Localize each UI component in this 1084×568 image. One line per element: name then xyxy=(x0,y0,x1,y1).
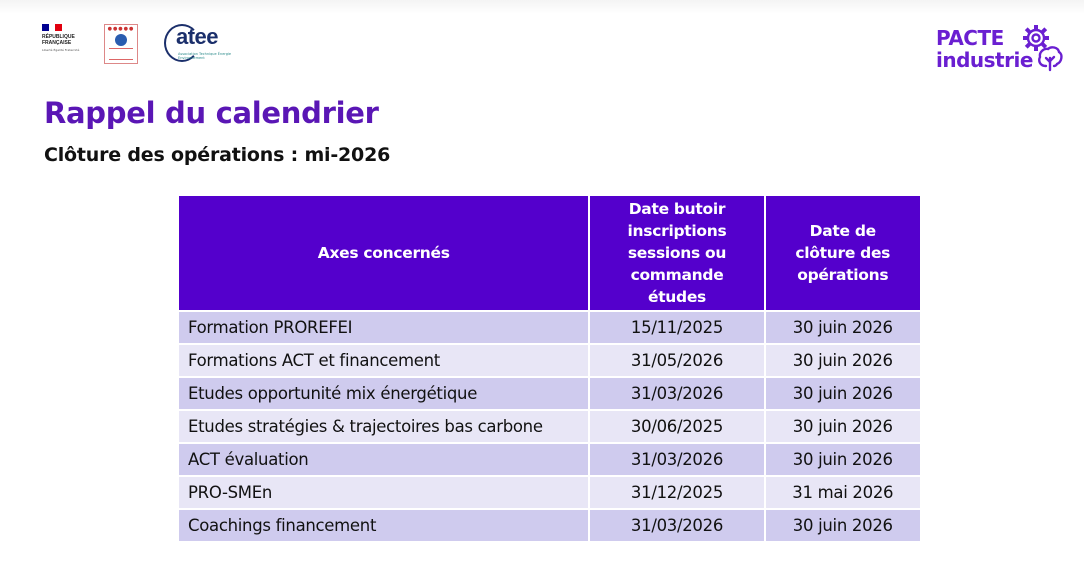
table-row xyxy=(178,377,921,410)
pacte-wordmark: PACTE xyxy=(936,26,1004,50)
tree-icon xyxy=(1036,44,1064,72)
pacte-industrie-logo xyxy=(936,26,1066,76)
table-row xyxy=(178,443,921,476)
cell-date-cloture: 31 mai 2026 xyxy=(765,476,921,509)
cell-date-butoir: 31/03/2026 xyxy=(589,443,764,476)
table-row xyxy=(178,410,921,443)
header-line: études xyxy=(647,288,706,306)
cell-date-cloture: 30 juin 2026 xyxy=(765,509,921,542)
table-row xyxy=(178,344,921,377)
header-line: Date butoir xyxy=(628,200,726,218)
header-line: clôture des xyxy=(795,244,891,262)
cell-date-butoir: 15/11/2025 xyxy=(589,311,764,344)
republique-francaise-logo xyxy=(42,24,90,66)
cell-date-cloture: 30 juin 2026 xyxy=(765,377,921,410)
cell-axe: Etudes opportunité mix énergétique xyxy=(178,377,589,410)
table-header-row xyxy=(178,195,921,311)
rf-logo-motto: Liberté Égalité Fraternité xyxy=(42,48,80,52)
table-row xyxy=(178,311,921,344)
table-row xyxy=(178,476,921,509)
cell-date-butoir: 31/03/2026 xyxy=(589,509,764,542)
cell-date-cloture: 30 juin 2026 xyxy=(765,443,921,476)
header-date-cloture xyxy=(765,195,921,311)
cell-axe: Formation PROREFEI xyxy=(178,311,589,344)
cell-date-butoir: 30/06/2025 xyxy=(589,410,764,443)
cell-axe: Etudes stratégies & trajectoires bas carbone xyxy=(178,410,589,443)
table-row xyxy=(178,509,921,542)
header-line: inscriptions xyxy=(627,222,727,240)
globe-icon xyxy=(115,34,127,46)
header-line: Date de xyxy=(809,222,876,240)
cell-date-cloture: 30 juin 2026 xyxy=(765,344,921,377)
cell-date-butoir: 31/12/2025 xyxy=(589,476,764,509)
french-flag-icon xyxy=(42,24,62,31)
header-date-butoir xyxy=(589,195,764,311)
cell-axe: Formations ACT et financement xyxy=(178,344,589,377)
cell-date-butoir: 31/03/2026 xyxy=(589,377,764,410)
atee-wordmark: atee xyxy=(176,24,219,49)
industrie-wordmark: industrie xyxy=(936,48,1033,72)
stars-icon: ●●●●● xyxy=(107,26,135,32)
cell-axe: ACT évaluation xyxy=(178,443,589,476)
header-line: commande xyxy=(630,266,724,284)
shield-stripes xyxy=(109,48,133,60)
rf-logo-text: RÉPUBLIQUE FRANÇAISE xyxy=(42,34,75,46)
atee-logo xyxy=(164,22,244,66)
header-line: opérations xyxy=(797,266,889,284)
page-subtitle: Clôture des opérations : mi-2026 xyxy=(44,144,391,166)
atee-tagline: Association Technique Énergie Environnement xyxy=(178,52,232,60)
calendar-table xyxy=(177,194,922,543)
header-line: sessions ou xyxy=(627,244,727,262)
cell-date-butoir: 31/05/2026 xyxy=(589,344,764,377)
cell-axe: Coachings financement xyxy=(178,509,589,542)
cell-date-cloture: 30 juin 2026 xyxy=(765,410,921,443)
page-title: Rappel du calendrier xyxy=(44,96,379,130)
header-axes: Axes concernés xyxy=(178,195,589,311)
cell-date-cloture: 30 juin 2026 xyxy=(765,311,921,344)
ministry-shield-logo xyxy=(104,24,138,64)
cell-axe: PRO-SMEn xyxy=(178,476,589,509)
